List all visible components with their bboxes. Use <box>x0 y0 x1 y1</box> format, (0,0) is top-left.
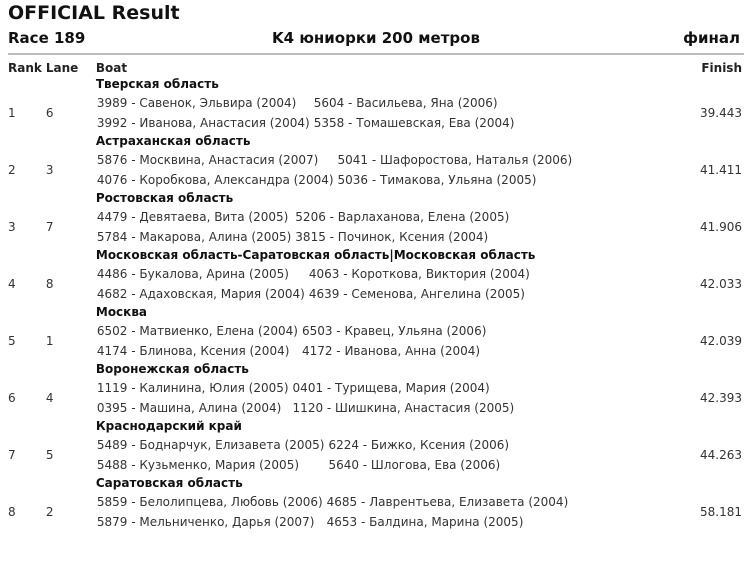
column-lane: Lane <box>45 61 79 75</box>
result-row <box>8 247 742 304</box>
lane-cell: 1 <box>45 334 54 348</box>
crew-member: 4076 - Коробкова, Александра (2004) <box>96 173 334 187</box>
result-row <box>8 190 742 247</box>
crew-table <box>97 150 576 190</box>
result-row <box>8 304 742 361</box>
crew-table <box>97 492 572 532</box>
result-row <box>8 133 742 190</box>
club-name: Ростовская область <box>95 191 234 205</box>
rank-cell: 7 <box>8 448 16 462</box>
crew-member: 3815 - Починок, Ксения (2004) <box>295 230 489 244</box>
crew-row <box>97 378 518 398</box>
crew-member: 5488 - Кузьменко, Мария (2005) <box>96 458 300 472</box>
crew-row <box>97 398 518 418</box>
result-row <box>8 418 742 475</box>
crew-member: 5041 - Шафоростова, Наталья (2006) <box>337 153 573 167</box>
crew-row <box>97 492 572 512</box>
crew-row <box>97 150 576 170</box>
finish-time: 44.263 <box>700 448 742 462</box>
crew-row <box>97 93 519 113</box>
crew-member: 0395 - Машина, Алина (2004) <box>96 401 282 415</box>
finish-time: 42.033 <box>700 277 742 291</box>
crew-member: 4063 - Короткова, Виктория (2004) <box>308 267 530 281</box>
lane-cell: 5 <box>45 448 54 462</box>
rank-cell: 2 <box>8 163 16 177</box>
crew-row <box>97 170 576 190</box>
finish-time: 41.411 <box>700 163 742 177</box>
finish-time: 58.181 <box>700 505 742 519</box>
crew-row <box>97 435 513 455</box>
lane-cell: 7 <box>45 220 54 234</box>
result-row <box>8 76 742 133</box>
crew-row <box>97 113 519 133</box>
crew-member: 5784 - Макарова, Алина (2005) <box>96 230 292 244</box>
crew-row <box>97 264 534 284</box>
race-phase: финал <box>683 29 740 47</box>
rank-cell: 5 <box>8 334 16 348</box>
rank-cell: 8 <box>8 505 16 519</box>
crew-member: 4174 - Блинова, Ксения (2004) <box>96 344 290 358</box>
crew-table <box>97 264 534 304</box>
crew-member: 0401 - Турищева, Мария (2004) <box>292 381 490 395</box>
crew-member: 4486 - Букалова, Арина (2005) <box>96 267 289 281</box>
results-table <box>8 61 742 532</box>
club-name: Воронежская область <box>95 362 249 376</box>
header-divider <box>8 53 744 55</box>
finish-time: 39.443 <box>700 106 742 120</box>
column-rank: Rank <box>8 61 42 75</box>
crew-member: 4653 - Балдина, Марина (2005) <box>326 515 524 529</box>
crew-member: 5489 - Боднарчук, Елизавета (2005) <box>96 438 325 452</box>
crew-member: 5879 - Мельниченко, Дарья (2007) <box>96 515 315 529</box>
lane-cell: 2 <box>45 505 54 519</box>
crew-row <box>97 321 491 341</box>
page-title: OFFICIAL Result <box>8 2 180 24</box>
lane-cell: 3 <box>45 163 54 177</box>
crew-member: 3989 - Савенок, Эльвира (2004) <box>96 96 297 110</box>
rank-cell: 1 <box>8 106 16 120</box>
crew-member: 4685 - Лаврентьева, Елизавета (2004) <box>326 495 569 509</box>
crew-member: 6224 - Бижко, Ксения (2006) <box>328 438 510 452</box>
crew-member: 3992 - Иванова, Анастасия (2004) <box>96 116 310 130</box>
crew-member: 5206 - Варлаханова, Елена (2005) <box>295 210 510 224</box>
lane-cell: 6 <box>45 106 54 120</box>
crew-row <box>97 512 572 532</box>
crew-row <box>97 207 513 227</box>
rank-cell: 6 <box>8 391 16 405</box>
column-finish: Finish <box>701 61 742 75</box>
result-row <box>8 475 742 532</box>
crew-table <box>97 321 491 361</box>
crew-member: 1119 - Калинина, Юлия (2005) <box>96 381 289 395</box>
crew-row <box>97 284 534 304</box>
club-name: Тверская область <box>95 77 219 91</box>
crew-table <box>97 93 519 133</box>
club-name: Астраханская область <box>95 134 251 148</box>
crew-table <box>97 207 513 247</box>
crew-member: 5859 - Белолипцева, Любовь (2006) <box>96 495 323 509</box>
boat-cell <box>96 247 662 304</box>
club-name: Саратовская область <box>95 476 243 490</box>
rank-cell: 4 <box>8 277 16 291</box>
results-body <box>8 76 742 532</box>
crew-member: 5876 - Москвина, Анастасия (2007) <box>96 153 319 167</box>
club-name: Москва <box>95 305 148 319</box>
crew-row <box>97 455 513 475</box>
lane-cell: 8 <box>45 277 54 291</box>
finish-time: 42.039 <box>700 334 742 348</box>
crew-member: 5036 - Тимакова, Ульяна (2005) <box>337 173 537 187</box>
crew-member: 6503 - Кравец, Ульяна (2006) <box>301 324 487 338</box>
finish-time: 42.393 <box>700 391 742 405</box>
crew-member: 4682 - Адаховская, Мария (2004) <box>96 287 305 301</box>
crew-row <box>97 341 491 361</box>
event-name: K4 юниорки 200 метров <box>272 29 480 47</box>
boat-cell <box>96 133 662 190</box>
club-name: Московская область-Саратовская область|Московская область <box>95 248 536 262</box>
boat-cell <box>96 475 662 532</box>
lane-cell: 4 <box>45 391 54 405</box>
crew-member: 6502 - Матвиенко, Елена (2004) <box>96 324 298 338</box>
boat-cell <box>96 361 662 418</box>
boat-cell <box>96 418 662 475</box>
column-boat: Boat <box>95 61 128 75</box>
crew-member: 1120 - Шишкина, Анастасия (2005) <box>292 401 515 415</box>
rank-cell: 3 <box>8 220 16 234</box>
race-number: Race 189 <box>8 29 86 47</box>
crew-member: 5604 - Васильева, Яна (2006) <box>313 96 498 110</box>
crew-member: 4479 - Девятаева, Вита (2005) <box>96 210 289 224</box>
result-row <box>8 361 742 418</box>
crew-table <box>97 378 518 418</box>
race-header <box>8 27 744 51</box>
crew-member: 4172 - Иванова, Анна (2004) <box>301 344 481 358</box>
boat-cell <box>96 304 662 361</box>
club-name: Краснодарский край <box>95 419 242 433</box>
crew-table <box>97 435 513 475</box>
crew-row <box>97 227 513 247</box>
crew-member: 5358 - Томашевская, Ева (2004) <box>313 116 515 130</box>
finish-time: 41.906 <box>700 220 742 234</box>
boat-cell <box>96 190 662 247</box>
results-header-row <box>8 61 742 76</box>
crew-member: 4639 - Семенова, Ангелина (2005) <box>308 287 525 301</box>
boat-cell <box>96 76 662 133</box>
crew-member: 5640 - Шлогова, Ева (2006) <box>328 458 501 472</box>
